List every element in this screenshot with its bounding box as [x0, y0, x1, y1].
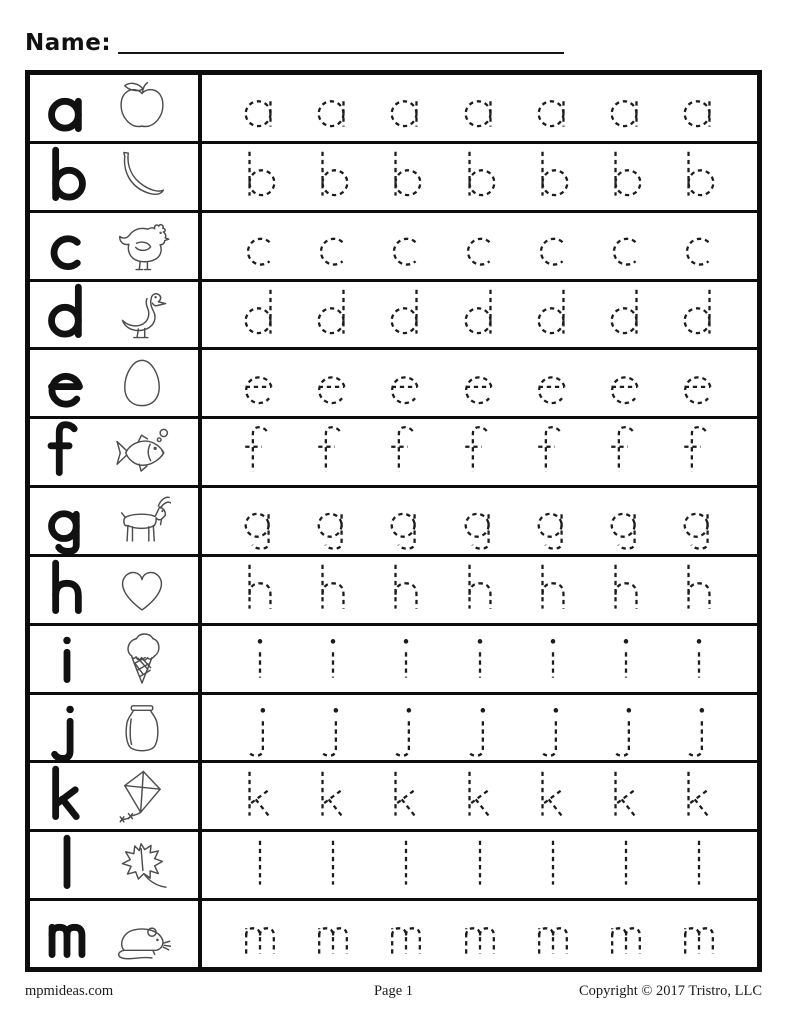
letter-row-m [30, 901, 757, 967]
trace-letter-m [678, 904, 720, 965]
trace-letter-b [312, 146, 354, 207]
footer [25, 983, 762, 1000]
trace-letter-i [678, 628, 720, 689]
trace-letter-l [239, 835, 281, 896]
trace-letter-g [605, 490, 647, 551]
heart-icon [92, 561, 192, 619]
trace-letter-j [459, 697, 501, 758]
trace-letter-m [385, 904, 427, 965]
solid-letter-b [42, 144, 92, 210]
letter-cell-h [30, 557, 202, 623]
trace-cell-m [202, 901, 757, 967]
trace-letter-b [678, 146, 720, 207]
trace-letter-k [678, 766, 720, 827]
trace-letter-e [605, 353, 647, 414]
solid-letter-a [42, 75, 92, 141]
trace-letter-a [532, 77, 574, 138]
letter-row-f [30, 419, 757, 488]
solid-letter-j [42, 695, 92, 761]
trace-letter-d [532, 284, 574, 345]
letter-cell-l [30, 832, 202, 898]
trace-letter-b [385, 146, 427, 207]
trace-letter-m [532, 904, 574, 965]
trace-letter-b [605, 146, 647, 207]
trace-letter-l [312, 835, 354, 896]
banana-icon [92, 148, 192, 206]
solid-letter-l [42, 832, 92, 898]
name-row [25, 32, 564, 55]
trace-letter-e [385, 353, 427, 414]
trace-letter-e [678, 353, 720, 414]
trace-cell-f [202, 419, 757, 485]
letter-row-g [30, 488, 757, 557]
letter-cell-f [30, 419, 202, 485]
letter-cell-g [30, 488, 202, 554]
trace-cell-i [202, 626, 757, 692]
footer-page-number: Page 1 [373, 983, 414, 999]
trace-cell-h [202, 557, 757, 623]
trace-letter-d [605, 284, 647, 345]
letter-row-a [30, 75, 757, 144]
trace-letter-e [459, 353, 501, 414]
trace-letter-c [385, 215, 427, 276]
trace-letter-a [459, 77, 501, 138]
trace-letter-g [312, 490, 354, 551]
trace-letter-a [312, 77, 354, 138]
trace-letter-i [312, 628, 354, 689]
trace-letter-d [239, 284, 281, 345]
letter-cell-b [30, 144, 202, 210]
egg-icon [92, 354, 192, 412]
solid-letter-c [42, 213, 92, 279]
trace-letter-h [532, 559, 574, 620]
kite-icon [92, 767, 192, 825]
trace-letter-g [459, 490, 501, 551]
solid-letter-d [42, 282, 92, 348]
trace-letter-a [239, 77, 281, 138]
leaf-icon [92, 836, 192, 894]
trace-letter-h [605, 559, 647, 620]
solid-letter-m [42, 901, 92, 967]
trace-letter-j [239, 697, 281, 758]
trace-letter-l [459, 835, 501, 896]
trace-cell-e [202, 350, 757, 416]
duck-icon [92, 285, 192, 343]
letter-row-k [30, 763, 757, 832]
trace-letter-e [239, 353, 281, 414]
trace-letter-f [459, 422, 501, 483]
solid-letter-g [42, 488, 92, 554]
trace-letter-d [678, 284, 720, 345]
trace-letter-c [459, 215, 501, 276]
letter-row-i [30, 626, 757, 695]
trace-letter-k [385, 766, 427, 827]
trace-letter-g [385, 490, 427, 551]
trace-letter-i [239, 628, 281, 689]
fish-icon [92, 423, 192, 481]
trace-letter-m [459, 904, 501, 965]
trace-letter-c [678, 215, 720, 276]
letter-cell-d [30, 282, 202, 348]
trace-cell-b [202, 144, 757, 210]
trace-letter-b [459, 146, 501, 207]
trace-letter-f [605, 422, 647, 483]
trace-letter-f [532, 422, 574, 483]
trace-letter-l [678, 835, 720, 896]
trace-letter-i [459, 628, 501, 689]
trace-letter-i [385, 628, 427, 689]
trace-letter-m [312, 904, 354, 965]
mouse-icon [92, 905, 192, 963]
trace-letter-a [605, 77, 647, 138]
trace-letter-f [385, 422, 427, 483]
trace-letter-k [312, 766, 354, 827]
trace-letter-i [532, 628, 574, 689]
letter-row-e [30, 350, 757, 419]
trace-letter-h [239, 559, 281, 620]
trace-letter-h [312, 559, 354, 620]
letter-cell-j [30, 695, 202, 761]
trace-letter-j [385, 697, 427, 758]
solid-letter-i [42, 626, 92, 692]
trace-letter-f [678, 422, 720, 483]
trace-letter-g [532, 490, 574, 551]
trace-letter-c [605, 215, 647, 276]
letter-row-l [30, 832, 757, 901]
solid-letter-e [42, 350, 92, 416]
trace-cell-l [202, 832, 757, 898]
trace-letter-h [385, 559, 427, 620]
trace-letter-k [605, 766, 647, 827]
footer-copyright: Copyright © 2017 Tristro, LLC [578, 983, 762, 999]
letter-row-c [30, 213, 757, 282]
trace-letter-d [459, 284, 501, 345]
footer-website: mpmideas.com [25, 983, 114, 999]
trace-letter-g [239, 490, 281, 551]
name-write-line [118, 34, 564, 54]
trace-letter-l [385, 835, 427, 896]
trace-cell-c [202, 213, 757, 279]
trace-letter-c [312, 215, 354, 276]
trace-cell-d [202, 282, 757, 348]
trace-letter-j [678, 697, 720, 758]
trace-letter-g [678, 490, 720, 551]
tracing-table [25, 70, 762, 972]
trace-letter-j [312, 697, 354, 758]
letter-cell-c [30, 213, 202, 279]
trace-letter-h [459, 559, 501, 620]
trace-letter-c [239, 215, 281, 276]
trace-letter-b [532, 146, 574, 207]
chicken-icon [92, 217, 192, 275]
trace-letter-m [239, 904, 281, 965]
trace-cell-g [202, 488, 757, 554]
trace-letter-c [532, 215, 574, 276]
solid-letter-f [42, 419, 92, 485]
trace-letter-f [312, 422, 354, 483]
trace-letter-d [385, 284, 427, 345]
trace-letter-d [312, 284, 354, 345]
goat-icon [92, 492, 192, 550]
name-label: Name: [25, 30, 112, 56]
trace-letter-l [532, 835, 574, 896]
trace-letter-k [459, 766, 501, 827]
trace-letter-k [532, 766, 574, 827]
trace-letter-a [385, 77, 427, 138]
trace-letter-a [678, 77, 720, 138]
trace-letter-e [312, 353, 354, 414]
trace-letter-k [239, 766, 281, 827]
ice-cream-icon [92, 630, 192, 688]
jar-icon [92, 699, 192, 757]
trace-cell-j [202, 695, 757, 761]
trace-letter-b [239, 146, 281, 207]
letter-row-h [30, 557, 757, 626]
letter-cell-m [30, 901, 202, 967]
solid-letter-h [42, 557, 92, 623]
letter-cell-e [30, 350, 202, 416]
trace-letter-h [678, 559, 720, 620]
letter-row-j [30, 695, 757, 764]
trace-letter-l [605, 835, 647, 896]
trace-letter-m [605, 904, 647, 965]
trace-letter-j [605, 697, 647, 758]
letter-row-b [30, 144, 757, 213]
trace-letter-e [532, 353, 574, 414]
trace-letter-f [239, 422, 281, 483]
letter-cell-a [30, 75, 202, 141]
letter-row-d [30, 282, 757, 351]
trace-cell-a [202, 75, 757, 141]
trace-letter-j [532, 697, 574, 758]
trace-cell-k [202, 763, 757, 829]
letter-cell-k [30, 763, 202, 829]
letter-cell-i [30, 626, 202, 692]
trace-letter-i [605, 628, 647, 689]
apple-icon [92, 79, 192, 137]
solid-letter-k [42, 763, 92, 829]
